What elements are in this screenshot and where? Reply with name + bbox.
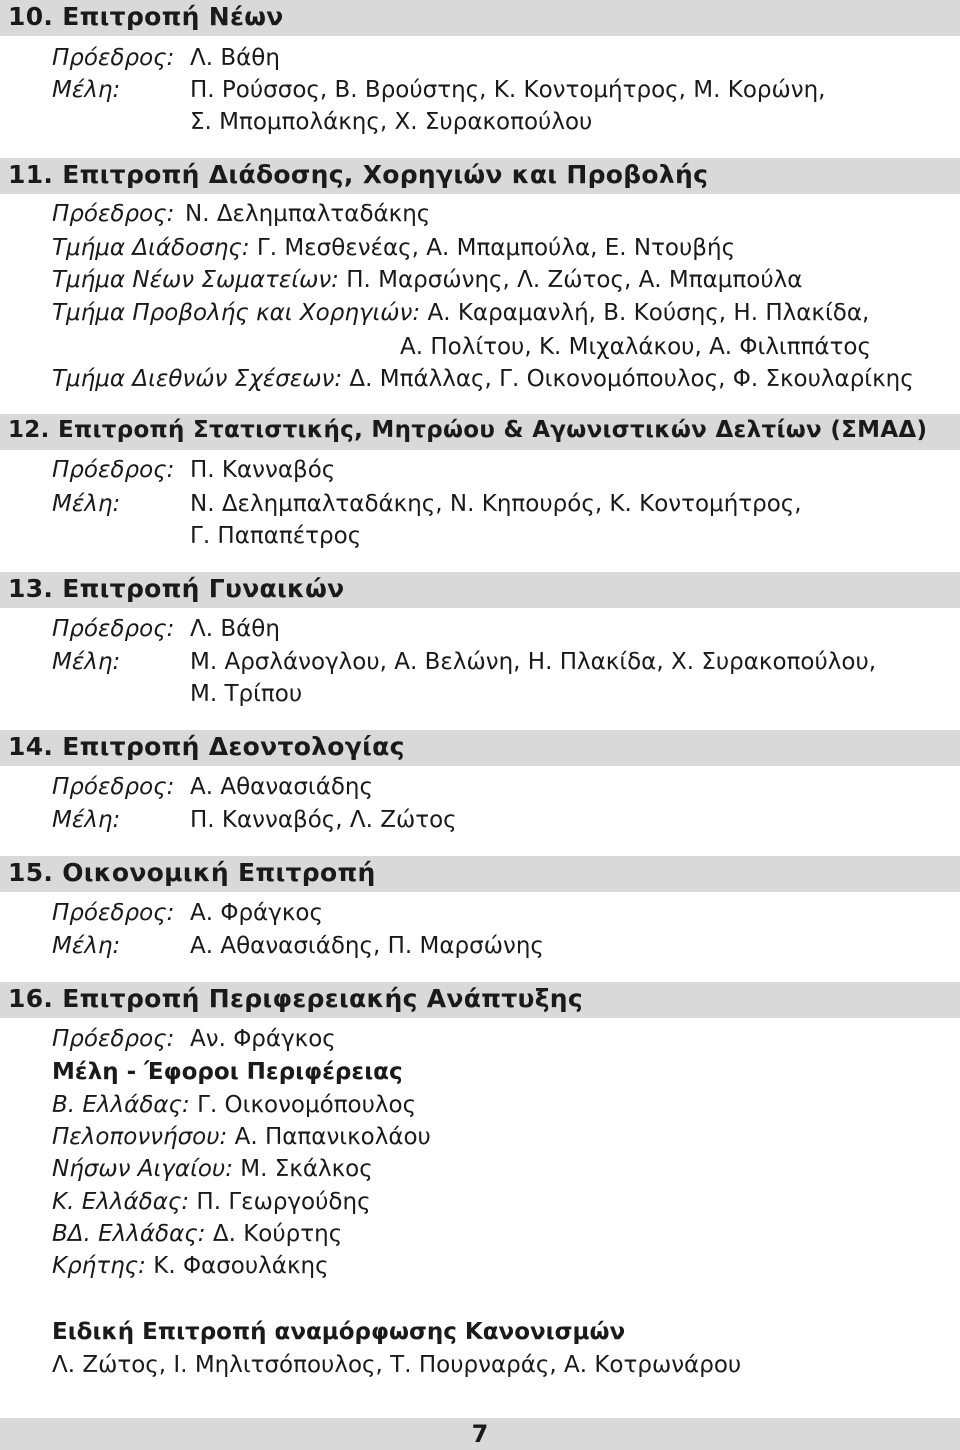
region-ephor: Α. Παπανικολάου <box>234 1124 431 1150</box>
region-label: Β. Ελλάδας: <box>52 1092 190 1118</box>
s11-dept-provolis <box>52 298 869 328</box>
section-12-header <box>0 414 960 450</box>
section-14-title: 14. Επιτροπή Δεοντολογίας <box>8 732 405 761</box>
section-12-title: 12. Επιτροπή Στατιστικής, Μητρώου & Αγωνιστικών Δελτίων (ΣΜΑΔ) <box>8 417 928 443</box>
section-11-title: 11. Επιτροπή Διάδοσης, Χορηγιών και Προβολής <box>8 160 709 189</box>
s11-dept-diadosis <box>52 233 735 263</box>
region-row <box>52 1187 371 1217</box>
s10-chair-value: Λ. Βάθη <box>190 45 280 71</box>
dept-provolis-members-1: Α. Καραμανλή, Β. Κούσης, Η. Πλακίδα, <box>427 300 870 326</box>
ephors-heading: Μέλη - Έφοροι Περιφέρειας <box>52 1059 403 1085</box>
s14-members: Π. Κανναβός, Λ. Ζώτος <box>190 807 457 833</box>
region-row <box>52 1251 329 1281</box>
s12-chair-value: Π. Κανναβός <box>190 457 336 483</box>
members-label: Μέλη: <box>52 491 121 517</box>
section-11-header <box>0 158 960 194</box>
region-ephor: Π. Γεωργούδης <box>196 1189 371 1215</box>
dept-provolis-members-2: Α. Πολίτου, Κ. Μιχαλάκου, Α. Φιλιππάτος <box>400 334 871 360</box>
s13-members-line-1: Μ. Αρσλάνογλου, Α. Βελώνη, Η. Πλακίδα, Χ. Συρακοπούλου, <box>190 649 877 675</box>
section-16-header <box>0 982 960 1018</box>
region-row <box>52 1090 416 1120</box>
section-16-title: 16. Επιτροπή Περιφερειακής Ανάπτυξης <box>8 984 583 1013</box>
region-ephor: Δ. Κούρτης <box>212 1221 343 1247</box>
chair-label: Πρόεδρος: <box>52 45 175 71</box>
region-ephor: Κ. Φασουλάκης <box>153 1253 329 1279</box>
s12-members-line-2: Γ. Παπαπέτρος <box>190 523 362 549</box>
section-14-header <box>0 730 960 766</box>
chair-label: Πρόεδρος: <box>52 457 175 483</box>
s10-members-line-1: Π. Ρούσσος, Β. Βρούστης, Κ. Κοντομήτρος, Μ. Κορώνη, <box>190 77 826 103</box>
page-footer <box>0 1418 960 1450</box>
members-label: Μέλη: <box>52 933 121 959</box>
special-committee-title: Ειδική Επιτροπή αναμόρφωσης Κανονισμών <box>52 1319 626 1345</box>
s13-chair-value: Λ. Βάθη <box>190 616 280 642</box>
members-label: Μέλη: <box>52 807 121 833</box>
region-row <box>52 1122 431 1152</box>
chair-label: Πρόεδρος: <box>52 900 175 926</box>
s14-chair-value: Α. Αθανασιάδης <box>190 774 374 800</box>
s10-members-line-2: Σ. Μπομπολάκης, Χ. Συρακοπούλου <box>190 109 593 135</box>
dept-provolis-label: Τμήμα Προβολής και Χορηγιών: <box>52 300 421 326</box>
section-13-header <box>0 572 960 608</box>
s15-members: Α. Αθανασιάδης, Π. Μαρσώνης <box>190 933 544 959</box>
special-committee-members: Λ. Ζώτος, Ι. Μηλιτσόπουλος, Τ. Πουρναράς, Α. Κοτρωνάρου <box>52 1352 742 1378</box>
members-label: Μέλη: <box>52 77 121 103</box>
s16-chair-value: Αν. Φράγκος <box>190 1026 336 1052</box>
dept-diadosis-label: Τμήμα Διάδοσης: <box>52 235 250 261</box>
s10-chair-row <box>52 43 174 73</box>
s11-dept-diethnon <box>52 364 914 394</box>
dept-diethnon-label: Τμήμα Διεθνών Σχέσεων: <box>52 366 343 392</box>
section-10-header <box>0 0 960 36</box>
section-10-title: 10. Επιτροπή Νέων <box>8 2 284 31</box>
region-label: Κρήτης: <box>52 1253 146 1279</box>
region-ephor: Μ. Σκάλκος <box>240 1156 373 1182</box>
dept-diadosis-members: Γ. Μεσθενέας, Α. Μπαμπούλα, Ε. Ντουβής <box>256 235 736 261</box>
section-13-title: 13. Επιτροπή Γυναικών <box>8 574 345 603</box>
s13-members-line-2: Μ. Τρίπου <box>190 681 303 707</box>
section-15-header <box>0 856 960 892</box>
s11-dept-neon <box>52 265 802 295</box>
section-15-title: 15. Οικονομική Επιτροπή <box>8 858 376 887</box>
region-label: ΒΔ. Ελλάδας: <box>52 1221 206 1247</box>
region-label: Νήσων Αιγαίου: <box>52 1156 233 1182</box>
s12-members-line-1: Ν. Δεληµπαλταδάκης, Ν. Κηπουρός, Κ. Κοντομήτρος, <box>190 491 802 517</box>
s15-chair-value: Α. Φράγκος <box>190 900 323 926</box>
region-label: Πελοποννήσου: <box>52 1124 228 1150</box>
region-ephor: Γ. Οικονομόπουλος <box>197 1092 417 1118</box>
page-number: 7 <box>471 1420 489 1448</box>
dept-neon-members: Π. Μαρσώνης, Λ. Ζώτος, Α. Μπαμπούλα <box>346 267 803 293</box>
members-label: Μέλη: <box>52 649 121 675</box>
region-row <box>52 1154 373 1184</box>
chair-label: Πρόεδρος: <box>52 774 175 800</box>
region-row <box>52 1219 342 1249</box>
region-label: Κ. Ελλάδας: <box>52 1189 190 1215</box>
chair-label: Πρόεδρος: <box>52 1026 175 1052</box>
dept-neon-label: Τμήμα Νέων Σωματείων: <box>52 267 339 293</box>
chair-label: Πρόεδρος: <box>52 616 175 642</box>
dept-diethnon-members: Δ. Μπάλλας, Γ. Οικονομόπουλος, Φ. Σκουλαρίκης <box>349 366 914 392</box>
s11-chair-value: Ν. Δεληµπαλταδάκης <box>185 201 431 227</box>
chair-label: Πρόεδρος: <box>52 201 175 227</box>
